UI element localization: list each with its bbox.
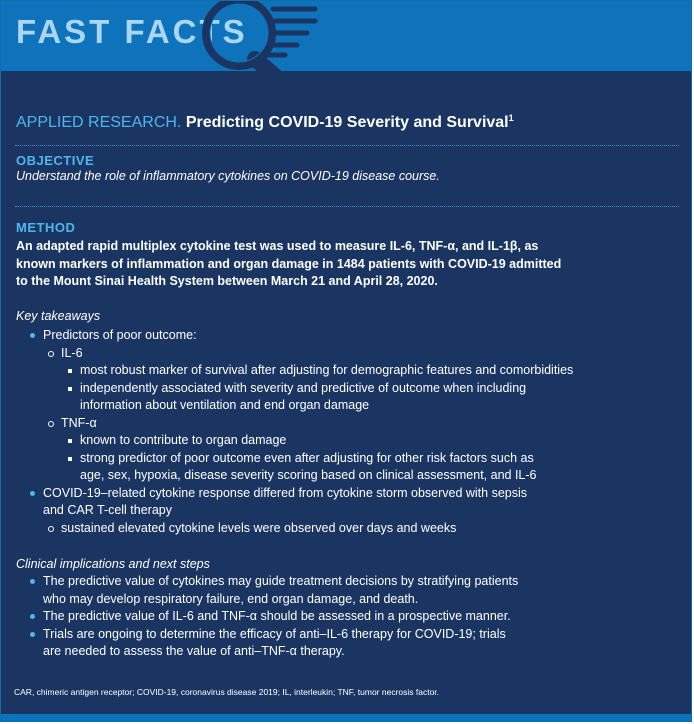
divider [15,206,679,207]
section-lead: APPLIED RESEARCH. [16,114,182,131]
bullet-ring-icon [48,526,54,532]
takeaway-cytokine-response: COVID-19–related cytokine response differed from cytokine storm observed with sepsis and CAR T-cell therapy [43,485,528,517]
bullet-dot-icon [30,333,35,338]
divider [15,145,679,146]
bullet-square-icon [68,439,72,443]
list-item [1,327,692,345]
bullet-dot-icon [30,614,35,619]
magnifying-glass-icon [189,0,319,105]
objective-label: OBJECTIVE [16,153,95,168]
objective-text: Understand the role of inflammatory cytokines on COVID-19 disease course. [16,169,440,183]
bullet-ring-icon [48,351,54,357]
list-item [1,485,538,520]
list-item [1,608,563,626]
bullet-dot-icon [30,632,35,637]
list-item [1,626,523,661]
clinical-implications-heading: Clinical implications and next steps [16,557,210,571]
bullet-square-icon [68,457,72,461]
list-item [1,450,550,485]
list-item [1,415,692,433]
clinical-implications-list [1,573,692,661]
list-item [1,345,692,363]
bullet-dot-icon [30,491,35,496]
list-item [1,380,590,415]
reference-superscript: 1 [508,113,514,123]
takeaway-il6: IL-6 [61,345,83,360]
bullet-square-icon [68,369,72,373]
takeaway-tnf-detail-2: strong predictor of poor outcome even after adjusting for other risk factors such as age, sex, hypoxia, disease severity scoring based on clinical assessment, and IL-6 [80,450,537,482]
implication-item: The predictive value of IL-6 and TNF-α should be assessed in a prospective manner. [43,609,511,623]
key-takeaways-list [1,327,692,537]
bullet-ring-icon [48,421,54,427]
takeaway-il6-detail-2: independently associated with severity and predictive of outcome when including information about ventilation and end organ damage [80,380,527,412]
implication-item: Trials are ongoing to determine the efficacy of anti–IL-6 therapy for COVID-19; trials are needed to assess the value of anti–TNF-α therapy. [43,626,506,658]
method-text: An adapted rapid multiplex cytokine test was used to measure IL-6, TNF-α, and IL-1β, as known markers of inflammation and organ damage in 1484 patients with COVID-19 admitted to the Mount Sinai Health System between March 21 and April 28, 2020. [16,239,562,288]
bullet-square-icon [68,387,72,391]
takeaway-il6-detail-1: most robust marker of survival after adjusting for demographic features and comorbidities [80,363,574,377]
list-item [1,520,692,538]
footnote: CAR, chimeric antigen receptor; COVID-19, coronavirus disease 2019; IL, interleukin; TNF, tumor necrosis factor. [14,687,440,697]
list-item [1,573,538,608]
key-takeaways-heading: Key takeaways [16,309,101,323]
list-item [1,432,692,450]
takeaway-predictors: Predictors of poor outcome: [43,328,197,342]
section-heading: Predicting COVID-19 Severity and Survival [185,114,509,131]
header-title: FAST FACTS [16,13,248,50]
section-title [16,113,514,132]
bullet-dot-icon [30,579,35,584]
implication-item: The predictive value of cytokines may guide treatment decisions by stratifying patients who may develop respiratory failure, end organ damage, and death. [43,574,519,606]
bottom-bar [1,714,692,721]
takeaway-tnf: TNF-α [61,415,97,430]
list-item [1,362,600,380]
takeaway-tnf-detail-1: known to contribute to organ damage [80,433,287,447]
method-label: METHOD [16,220,76,235]
takeaway-sustained-levels: sustained elevated cytokine levels were observed over days and weeks [61,520,457,535]
header-banner [1,1,692,71]
